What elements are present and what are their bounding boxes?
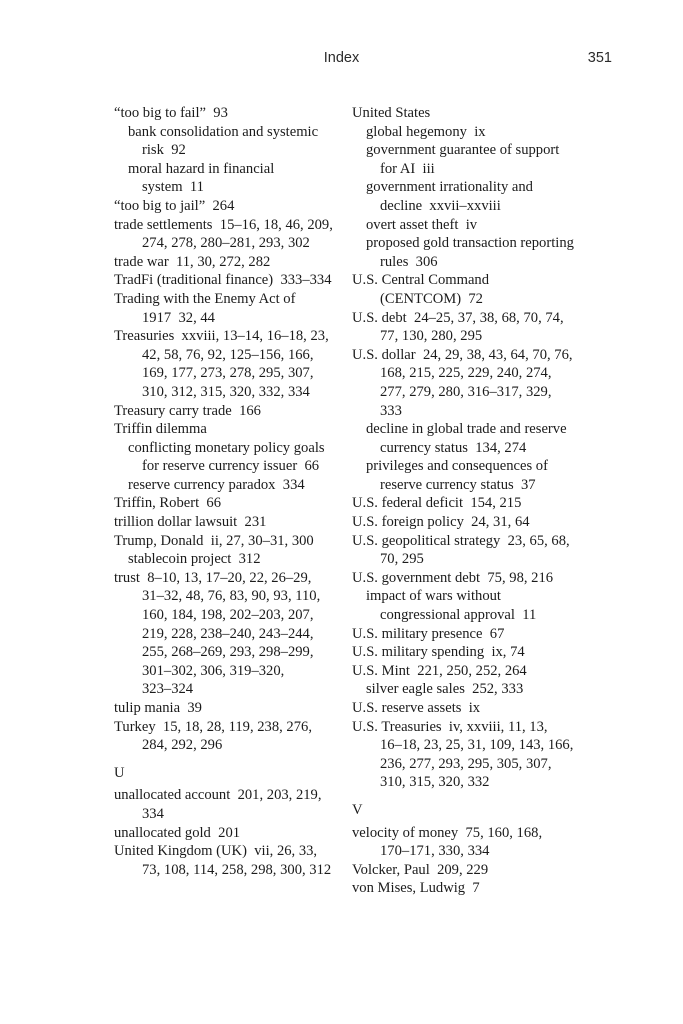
index-line: 31–32, 48, 76, 83, 90, 93, 110, bbox=[142, 588, 321, 605]
index-line: bank consolidation and systemic bbox=[128, 123, 319, 140]
index-column-right bbox=[352, 104, 596, 898]
index-line: trade settlements 15–16, 18, 46, 209, bbox=[114, 216, 333, 233]
index-line: 73, 108, 114, 258, 298, 300, 312 bbox=[142, 861, 332, 878]
index-line: reserve currency paradox 334 bbox=[128, 476, 305, 493]
index-column-left bbox=[114, 104, 346, 879]
index-line: U.S. geopolitical strategy 23, 65, 68, bbox=[352, 532, 570, 549]
index-line: impact of wars without bbox=[366, 588, 501, 605]
index-line: for AI iii bbox=[380, 160, 435, 177]
index-line: U.S. government debt 75, 98, 216 bbox=[352, 569, 554, 586]
page-title: Index bbox=[323, 50, 360, 66]
section-heading: V bbox=[352, 801, 363, 818]
index-line: United Kingdom (UK) vii, 26, 33, bbox=[114, 843, 318, 860]
index-line: 77, 130, 280, 295 bbox=[380, 328, 483, 345]
index-line: 334 bbox=[142, 805, 164, 822]
index-line: 255, 268–269, 293, 298–299, bbox=[142, 644, 314, 661]
index-line: trillion dollar lawsuit 231 bbox=[114, 514, 267, 531]
index-line: decline in global trade and reserve bbox=[366, 421, 567, 438]
index-line: U.S. Mint 221, 250, 252, 264 bbox=[352, 662, 527, 679]
index-line: 42, 58, 76, 92, 125–156, 166, bbox=[142, 346, 314, 363]
index-line: U.S. debt 24–25, 37, 38, 68, 70, 74, bbox=[352, 309, 564, 326]
page-number: 351 bbox=[587, 50, 612, 66]
index-line: 323–324 bbox=[142, 681, 194, 698]
index-line: Treasuries xxviii, 13–14, 16–18, 23, bbox=[114, 328, 329, 345]
index-line: United States bbox=[352, 105, 431, 121]
index-line: velocity of money 75, 160, 168, bbox=[352, 824, 543, 841]
index-line: 284, 292, 296 bbox=[142, 737, 223, 754]
index-line: 274, 278, 280–281, 293, 302 bbox=[142, 235, 310, 252]
index-line: (CENTCOM) 72 bbox=[380, 290, 483, 307]
index-line: silver eagle sales 252, 333 bbox=[366, 681, 524, 698]
index-line: U.S. reserve assets ix bbox=[352, 700, 481, 716]
index-line: TradFi (traditional finance) 333–334 bbox=[114, 272, 332, 289]
index-line: U.S. foreign policy 24, 31, 64 bbox=[352, 514, 530, 531]
index-line: 236, 277, 293, 295, 305, 307, bbox=[380, 755, 552, 772]
index-line: proposed gold transaction reporting bbox=[366, 235, 574, 252]
index-line: unallocated gold 201 bbox=[114, 824, 241, 841]
index-line: “too big to jail” 264 bbox=[114, 197, 235, 214]
index-line: 301–302, 306, 319–320, bbox=[142, 662, 285, 679]
index-line: 310, 315, 320, 332 bbox=[380, 774, 490, 791]
index-line: overt asset theft iv bbox=[366, 216, 478, 233]
index-line: global hegemony ix bbox=[366, 123, 486, 140]
index-line: 333 bbox=[380, 402, 402, 419]
running-head bbox=[0, 50, 683, 70]
index-line: “too big to fail” 93 bbox=[114, 105, 228, 121]
index-line: 310, 312, 315, 320, 332, 334 bbox=[142, 383, 310, 400]
index-line: congressional approval 11 bbox=[380, 607, 537, 624]
index-line: von Mises, Ludwig 7 bbox=[352, 880, 480, 897]
index-line: Volcker, Paul 209, 229 bbox=[352, 861, 489, 878]
index-line: moral hazard in financial bbox=[128, 160, 275, 177]
index-line: system 11 bbox=[142, 179, 204, 196]
index-line: Triffin dilemma bbox=[114, 421, 207, 438]
index-line: 16–18, 23, 25, 31, 109, 143, 166, bbox=[380, 737, 574, 754]
index-line: for reserve currency issuer 66 bbox=[142, 458, 320, 475]
index-line: currency status 134, 274 bbox=[380, 439, 527, 456]
index-line: government irrationality and bbox=[366, 179, 533, 196]
index-line: U.S. dollar 24, 29, 38, 43, 64, 70, 76, bbox=[352, 346, 573, 363]
index-line: stablecoin project 312 bbox=[128, 551, 261, 568]
index-line: Turkey 15, 18, 28, 119, 238, 276, bbox=[114, 718, 312, 735]
index-line: U.S. Treasuries iv, xxviii, 11, 13, bbox=[352, 718, 548, 735]
index-line: 70, 295 bbox=[380, 551, 424, 568]
index-line: decline xxvii–xxviii bbox=[380, 197, 501, 214]
index-line: rules 306 bbox=[380, 253, 438, 270]
index-line: trust 8–10, 13, 17–20, 22, 26–29, bbox=[114, 569, 312, 586]
index-line: Trading with the Enemy Act of bbox=[114, 290, 296, 307]
index-line: 219, 228, 238–240, 243–244, bbox=[142, 625, 314, 642]
index-line: reserve currency status 37 bbox=[380, 476, 536, 493]
index-line: Trump, Donald ii, 27, 30–31, 300 bbox=[114, 532, 314, 549]
index-line: privileges and consequences of bbox=[366, 458, 548, 475]
index-line: unallocated account 201, 203, 219, bbox=[114, 787, 322, 804]
index-line: risk 92 bbox=[142, 142, 186, 159]
index-line: Triffin, Robert 66 bbox=[114, 495, 222, 512]
index-line: conflicting monetary policy goals bbox=[128, 439, 325, 456]
index-line: U.S. military presence 67 bbox=[352, 625, 505, 642]
section-heading: U bbox=[114, 764, 125, 781]
index-line: Treasury carry trade 166 bbox=[114, 402, 261, 419]
index-line: 277, 279, 280, 316–317, 329, bbox=[380, 383, 552, 400]
index-line: 168, 215, 225, 229, 240, 274, bbox=[380, 365, 552, 382]
index-line: trade war 11, 30, 272, 282 bbox=[114, 253, 271, 270]
index-line: 169, 177, 273, 278, 295, 307, bbox=[142, 365, 314, 382]
index-line: 170–171, 330, 334 bbox=[380, 843, 490, 860]
index-line: government guarantee of support bbox=[366, 142, 560, 159]
index-line: U.S. federal deficit 154, 215 bbox=[352, 495, 522, 512]
index-line: U.S. military spending ix, 74 bbox=[352, 644, 525, 661]
index-line: U.S. Central Command bbox=[352, 272, 490, 289]
index-line: tulip mania 39 bbox=[114, 700, 202, 716]
index-line: 1917 32, 44 bbox=[142, 309, 215, 326]
index-line: 160, 184, 198, 202–203, 207, bbox=[142, 607, 314, 624]
